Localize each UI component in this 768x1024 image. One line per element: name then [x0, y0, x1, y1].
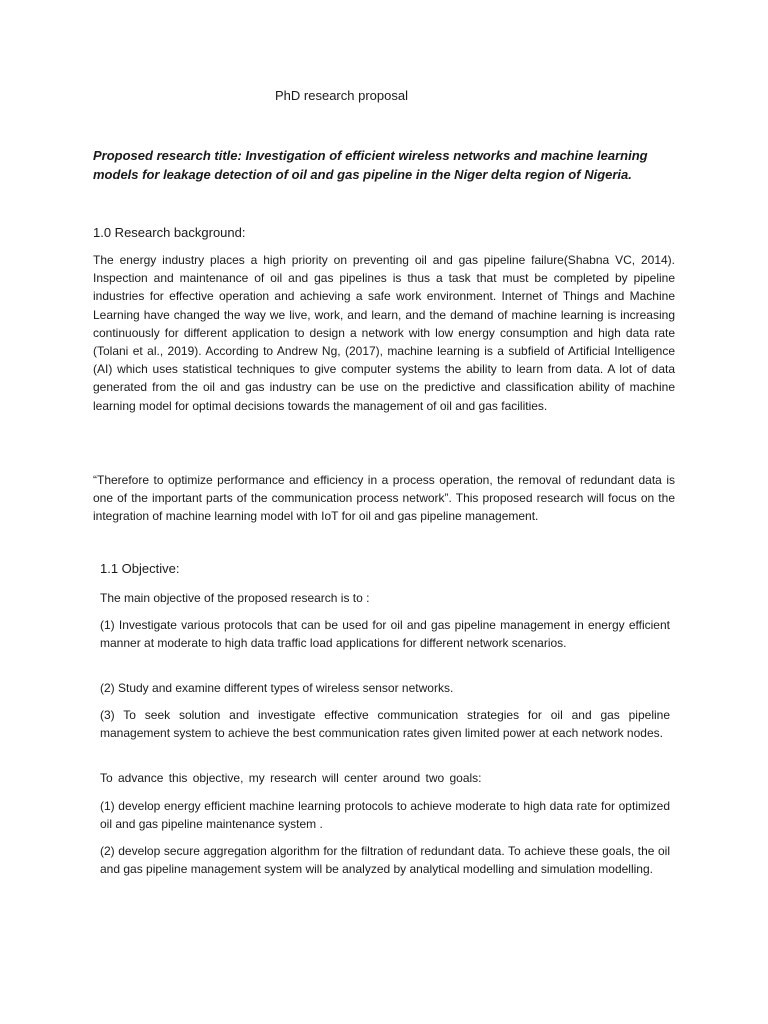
objective-intro: The main objective of the proposed research is to :: [100, 591, 370, 605]
page-title: PhD research proposal: [275, 88, 408, 103]
research-title: Proposed research title: Investigation of efficient wireless networks and machine learning models for leakage detection of oil and gas pipeline in the Niger delta region of Nigeria.: [93, 148, 648, 182]
objective-item: (3) To seek solution and investigate effective communication strategies for oil and gas pipeline management system to achieve the best communication rates given limited power at each network nodes.: [100, 708, 670, 741]
goal-item: (1) develop energy efficient machine learning protocols to achieve moderate to high data rate for optimized oil and gas pipeline maintenance system .: [100, 799, 670, 832]
objective-heading: 1.1 Objective:: [100, 561, 180, 576]
objective-advance: To advance this objective, my research will center around two goals:: [100, 771, 482, 785]
background-heading: 1.0 Research background:: [93, 225, 246, 240]
background-paragraph: “Therefore to optimize performance and efficiency in a process operation, the removal of redundant data is one of the important parts of the communication process network”. This proposed research will focus on the integration of machine learning model with IoT for oil and gas pipeline management.: [93, 473, 675, 524]
objective-item: (2) Study and examine different types of wireless sensor networks.: [100, 681, 454, 695]
objective-item: (1) Investigate various protocols that can be used for oil and gas pipeline management in energy efficient manner at moderate to high data traffic load applications for different network scenarios.: [100, 618, 670, 651]
goal-item: (2) develop secure aggregation algorithm for the filtration of redundant data. To achieve these goals, the oil and gas pipeline management system will be analyzed by analytical modelling and simulation modelling.: [100, 844, 670, 877]
background-paragraph: The energy industry places a high priority on preventing oil and gas pipeline failure(Shabna VC, 2014). Inspection and maintenance of oil and gas pipelines is thus a task that must be completed by pipeline industries for effective operation and achieving a safe work environment. Internet of Things and Machine Learning have changed the way we live, work, and learn, and the demand of machine learning is increasing continuously for different application to design a network with low energy consumption and high data rate (Tolani et al., 2019). According to Andrew Ng, (2017), machine learning is a subfield of Artificial Intelligence (AI) which uses statistical techniques to give computer systems the ability to learn from data. A lot of data generated from the oil and gas industry can be use on the predictive and classification ability of machine learning model for optimal decisions towards the management of oil and gas facilities.: [93, 253, 675, 413]
